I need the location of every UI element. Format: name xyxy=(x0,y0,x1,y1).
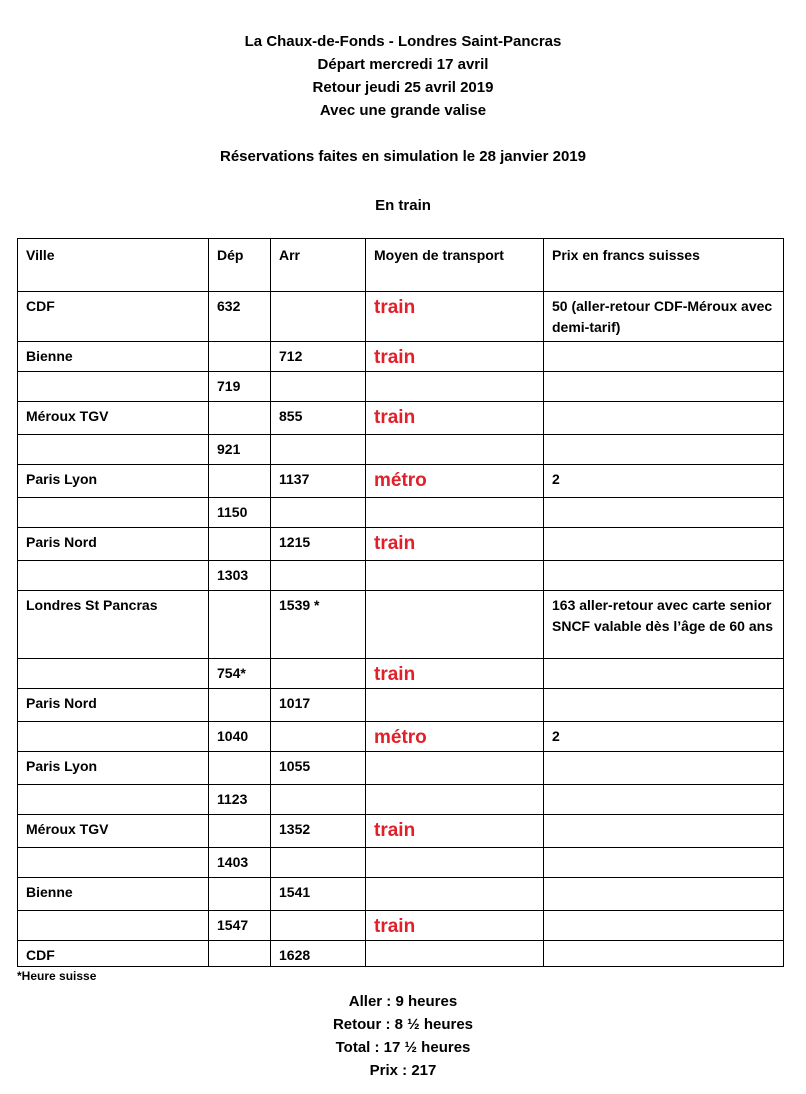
summary-retour: Retour : 8 ½ heures xyxy=(332,1016,474,1033)
trip-summary xyxy=(0,990,806,1082)
table-row xyxy=(18,372,784,402)
reservation-note: Réservations faites en simulation le 28 janvier 2019 xyxy=(219,148,586,165)
luggage-note: Avec une grande valise xyxy=(319,102,487,119)
table-row xyxy=(18,911,784,941)
cell-dep xyxy=(209,815,271,848)
departure-date: Départ mercredi 17 avril xyxy=(317,56,489,73)
cell-dep: 719 xyxy=(209,372,271,402)
cell-arr: 1352 xyxy=(271,815,366,848)
cell-dep: 921 xyxy=(209,435,271,465)
cell-moyen xyxy=(366,435,544,465)
cell-prix xyxy=(544,815,784,848)
cell-moyen: train xyxy=(366,292,544,342)
cell-dep: 1040 xyxy=(209,722,271,752)
return-date: Retour jeudi 25 avril 2019 xyxy=(312,79,494,96)
cell-prix xyxy=(544,848,784,878)
cell-arr xyxy=(271,435,366,465)
cell-ville: Méroux TGV xyxy=(18,402,209,435)
cell-moyen xyxy=(366,941,544,967)
cell-prix xyxy=(544,402,784,435)
cell-moyen xyxy=(366,848,544,878)
cell-dep: 1547 xyxy=(209,911,271,941)
cell-prix xyxy=(544,941,784,967)
table-row xyxy=(18,689,784,722)
cell-ville: Paris Nord xyxy=(18,689,209,722)
cell-ville xyxy=(18,372,209,402)
cell-moyen xyxy=(366,752,544,785)
cell-dep: 1303 xyxy=(209,561,271,591)
cell-ville xyxy=(18,659,209,689)
header-prix: Prix en francs suisses xyxy=(544,239,784,292)
cell-dep xyxy=(209,402,271,435)
cell-arr xyxy=(271,848,366,878)
cell-arr xyxy=(271,659,366,689)
cell-arr: 1055 xyxy=(271,752,366,785)
cell-arr: 1628 xyxy=(271,941,366,967)
cell-prix xyxy=(544,561,784,591)
cell-prix xyxy=(544,752,784,785)
cell-arr xyxy=(271,561,366,591)
cell-arr: 1539 * xyxy=(271,591,366,659)
cell-arr xyxy=(271,498,366,528)
cell-dep: 1403 xyxy=(209,848,271,878)
cell-moyen xyxy=(366,498,544,528)
table-row xyxy=(18,498,784,528)
cell-dep: 1150 xyxy=(209,498,271,528)
cell-prix: 163 aller-retour avec carte senior SNCF valable dès l’âge de 60 ans xyxy=(544,591,784,659)
header-arr: Arr xyxy=(271,239,366,292)
cell-prix xyxy=(544,878,784,911)
document-header xyxy=(0,30,806,122)
cell-dep xyxy=(209,528,271,561)
table-row xyxy=(18,561,784,591)
cell-dep xyxy=(209,752,271,785)
footnote: *Heure suisse xyxy=(17,969,97,983)
cell-dep xyxy=(209,878,271,911)
summary-total: Total : 17 ½ heures xyxy=(335,1039,471,1056)
cell-arr xyxy=(271,372,366,402)
cell-moyen: métro xyxy=(366,465,544,498)
cell-moyen xyxy=(366,785,544,815)
cell-ville: CDF xyxy=(18,941,209,967)
table-row xyxy=(18,591,784,659)
cell-ville xyxy=(18,848,209,878)
summary-prix: Prix : 217 xyxy=(369,1062,437,1079)
route-title: La Chaux-de-Fonds - Londres Saint-Pancras xyxy=(244,33,562,50)
table-row xyxy=(18,848,784,878)
cell-prix xyxy=(544,372,784,402)
table-row xyxy=(18,722,784,752)
cell-prix xyxy=(544,689,784,722)
cell-ville: Bienne xyxy=(18,342,209,372)
cell-ville: Londres St Pancras xyxy=(18,591,209,659)
cell-moyen: train xyxy=(366,528,544,561)
cell-arr: 1541 xyxy=(271,878,366,911)
cell-ville xyxy=(18,722,209,752)
cell-prix: 50 (aller-retour CDF-Méroux avec demi-tarif) xyxy=(544,292,784,342)
cell-arr: 1017 xyxy=(271,689,366,722)
cell-moyen: train xyxy=(366,815,544,848)
cell-prix xyxy=(544,528,784,561)
cell-prix xyxy=(544,342,784,372)
cell-moyen: train xyxy=(366,402,544,435)
header-dep: Dép xyxy=(209,239,271,292)
schedule-table xyxy=(17,238,784,967)
table-row xyxy=(18,465,784,498)
table-row xyxy=(18,752,784,785)
cell-moyen xyxy=(366,591,544,659)
table-row xyxy=(18,815,784,848)
cell-moyen: train xyxy=(366,911,544,941)
cell-prix: 2 xyxy=(544,465,784,498)
cell-dep: 632 xyxy=(209,292,271,342)
cell-dep xyxy=(209,342,271,372)
cell-ville: Méroux TGV xyxy=(18,815,209,848)
cell-ville: CDF xyxy=(18,292,209,342)
cell-prix xyxy=(544,911,784,941)
cell-prix xyxy=(544,785,784,815)
cell-moyen: métro xyxy=(366,722,544,752)
cell-moyen xyxy=(366,561,544,591)
table-row xyxy=(18,878,784,911)
cell-arr xyxy=(271,722,366,752)
header-ville: Ville xyxy=(18,239,209,292)
cell-arr xyxy=(271,292,366,342)
cell-ville xyxy=(18,785,209,815)
cell-dep xyxy=(209,941,271,967)
schedule-body xyxy=(18,292,784,967)
cell-moyen: train xyxy=(366,342,544,372)
cell-ville: Paris Lyon xyxy=(18,752,209,785)
cell-arr xyxy=(271,785,366,815)
cell-dep xyxy=(209,689,271,722)
cell-prix: 2 xyxy=(544,722,784,752)
table-row xyxy=(18,342,784,372)
cell-moyen: train xyxy=(366,659,544,689)
cell-ville xyxy=(18,911,209,941)
cell-ville xyxy=(18,561,209,591)
section-title: En train xyxy=(375,197,431,214)
cell-ville: Paris Nord xyxy=(18,528,209,561)
table-row xyxy=(18,528,784,561)
cell-arr: 712 xyxy=(271,342,366,372)
cell-ville xyxy=(18,498,209,528)
cell-ville xyxy=(18,435,209,465)
cell-arr: 1215 xyxy=(271,528,366,561)
cell-dep xyxy=(209,591,271,659)
cell-arr xyxy=(271,911,366,941)
cell-prix xyxy=(544,498,784,528)
table-row xyxy=(18,292,784,342)
cell-prix xyxy=(544,435,784,465)
cell-moyen xyxy=(366,878,544,911)
cell-dep: 754* xyxy=(209,659,271,689)
table-row xyxy=(18,941,784,967)
cell-dep xyxy=(209,465,271,498)
cell-moyen xyxy=(366,372,544,402)
cell-arr: 1137 xyxy=(271,465,366,498)
cell-prix xyxy=(544,659,784,689)
table-row xyxy=(18,402,784,435)
cell-dep: 1123 xyxy=(209,785,271,815)
table-row xyxy=(18,435,784,465)
table-row xyxy=(18,785,784,815)
cell-ville: Paris Lyon xyxy=(18,465,209,498)
cell-moyen xyxy=(366,689,544,722)
table-row xyxy=(18,659,784,689)
table-header-row xyxy=(18,239,784,292)
header-moyen: Moyen de transport xyxy=(366,239,544,292)
cell-ville: Bienne xyxy=(18,878,209,911)
cell-arr: 855 xyxy=(271,402,366,435)
summary-aller: Aller : 9 heures xyxy=(348,993,458,1010)
